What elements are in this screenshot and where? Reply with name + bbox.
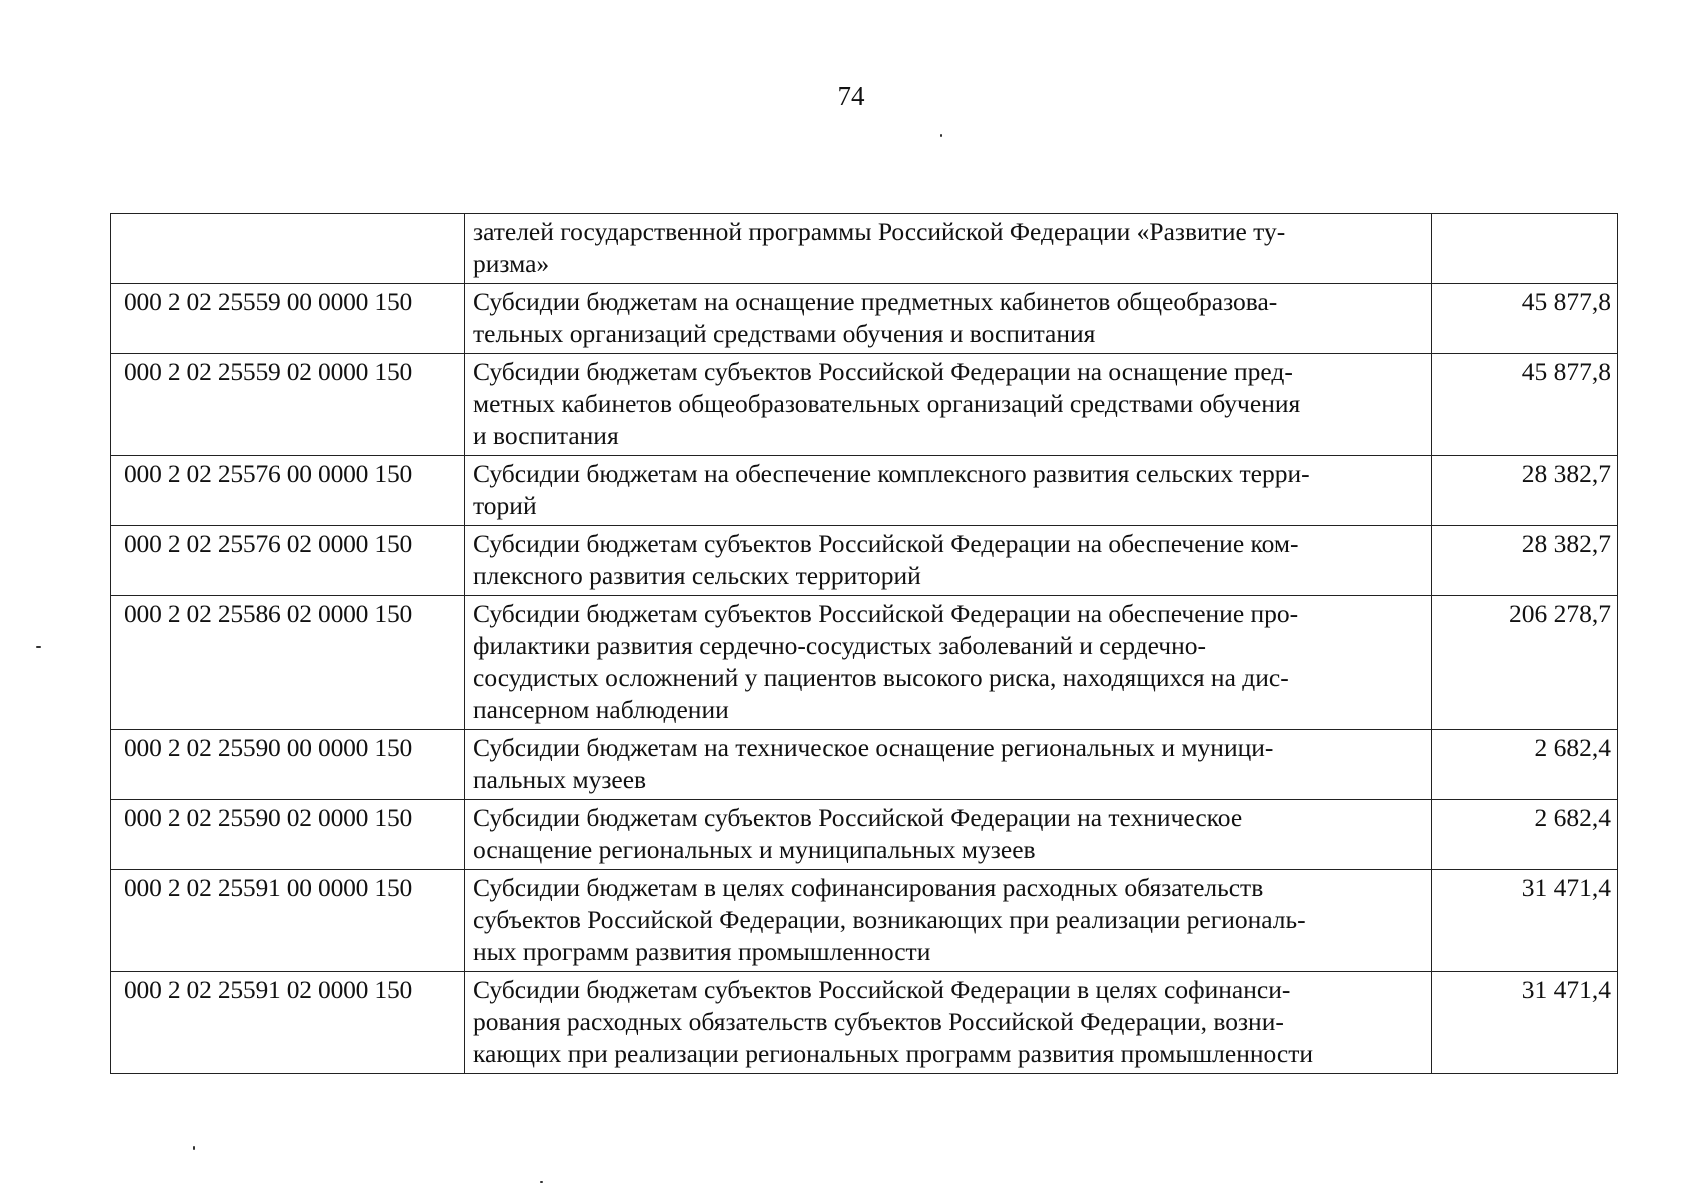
- budget-code-cell: 000 2 02 25586 02 0000 150: [111, 596, 465, 730]
- table-row: [111, 800, 1618, 870]
- description-cell: Субсидии бюджетам субъектов Российской Федерации на техническое оснащение региональных и муниципальных музеев: [465, 800, 1432, 870]
- table-row: [111, 526, 1618, 596]
- amount-cell: 31 471,4: [1432, 870, 1618, 972]
- budget-table: [110, 213, 1618, 1074]
- amount-cell: 45 877,8: [1432, 354, 1618, 456]
- description-cell: Субсидии бюджетам на оснащение предметных кабинетов общеобразова- тельных организаций средствами обучения и воспитания: [465, 284, 1432, 354]
- amount-cell: 206 278,7: [1432, 596, 1618, 730]
- description-cell: Субсидии бюджетам на обеспечение комплексного развития сельских терри- торий: [465, 456, 1432, 526]
- budget-code-cell: [111, 214, 465, 284]
- budget-code-cell: 000 2 02 25591 00 0000 150: [111, 870, 465, 972]
- description-cell: Субсидии бюджетам субъектов Российской Федерации на обеспечение про- филактики развития сердечно-сосудистых заболеваний и сердечно- сосудистых осложнений у пациентов высокого риска, находящихся на дис- пансерном наблюдении: [465, 596, 1432, 730]
- table-row: [111, 214, 1618, 284]
- amount-cell: 45 877,8: [1432, 284, 1618, 354]
- budget-code-cell: 000 2 02 25591 02 0000 150: [111, 972, 465, 1074]
- budget-code-cell: 000 2 02 25590 02 0000 150: [111, 800, 465, 870]
- page-number: 74: [837, 81, 865, 111]
- amount-cell: 28 382,7: [1432, 526, 1618, 596]
- table-row: [111, 730, 1618, 800]
- budget-code-cell: 000 2 02 25559 02 0000 150: [111, 354, 465, 456]
- budget-code-cell: 000 2 02 25559 00 0000 150: [111, 284, 465, 354]
- amount-cell: 28 382,7: [1432, 456, 1618, 526]
- scan-speck: [193, 1146, 195, 1150]
- amount-cell: 31 471,4: [1432, 972, 1618, 1074]
- scan-speck: [540, 1181, 543, 1183]
- description-cell: Субсидии бюджетам в целях софинансирования расходных обязательств субъектов Российской Федерации, возникающих при реализации региональ- ных программ развития промышленности: [465, 870, 1432, 972]
- table-row: [111, 870, 1618, 972]
- scan-speck: [940, 134, 942, 137]
- table-row: [111, 456, 1618, 526]
- budget-code-cell: 000 2 02 25576 02 0000 150: [111, 526, 465, 596]
- amount-cell: [1432, 214, 1618, 284]
- table-row: [111, 972, 1618, 1074]
- budget-code-cell: 000 2 02 25576 00 0000 150: [111, 456, 465, 526]
- amount-cell: 2 682,4: [1432, 730, 1618, 800]
- description-cell: Субсидии бюджетам субъектов Российской Федерации на оснащение пред- метных кабинетов общеобразовательных организаций средствами обучения и воспитания: [465, 354, 1432, 456]
- description-cell: зателей государственной программы Российской Федерации «Развитие ту- ризма»: [465, 214, 1432, 284]
- amount-cell: 2 682,4: [1432, 800, 1618, 870]
- budget-code-cell: 000 2 02 25590 00 0000 150: [111, 730, 465, 800]
- scan-speck: [36, 646, 41, 648]
- table-row: [111, 354, 1618, 456]
- table-row: [111, 596, 1618, 730]
- description-cell: Субсидии бюджетам на техническое оснащение региональных и муници- пальных музеев: [465, 730, 1432, 800]
- description-cell: Субсидии бюджетам субъектов Российской Федерации в целях софинанси- рования расходных обязательств субъектов Российской Федерации, возни- кающих при реализации региональных программ развития промышленности: [465, 972, 1432, 1074]
- table-row: [111, 284, 1618, 354]
- description-cell: Субсидии бюджетам субъектов Российской Федерации на обеспечение ком- плексного развития сельских территорий: [465, 526, 1432, 596]
- budget-table-body: [111, 214, 1618, 1074]
